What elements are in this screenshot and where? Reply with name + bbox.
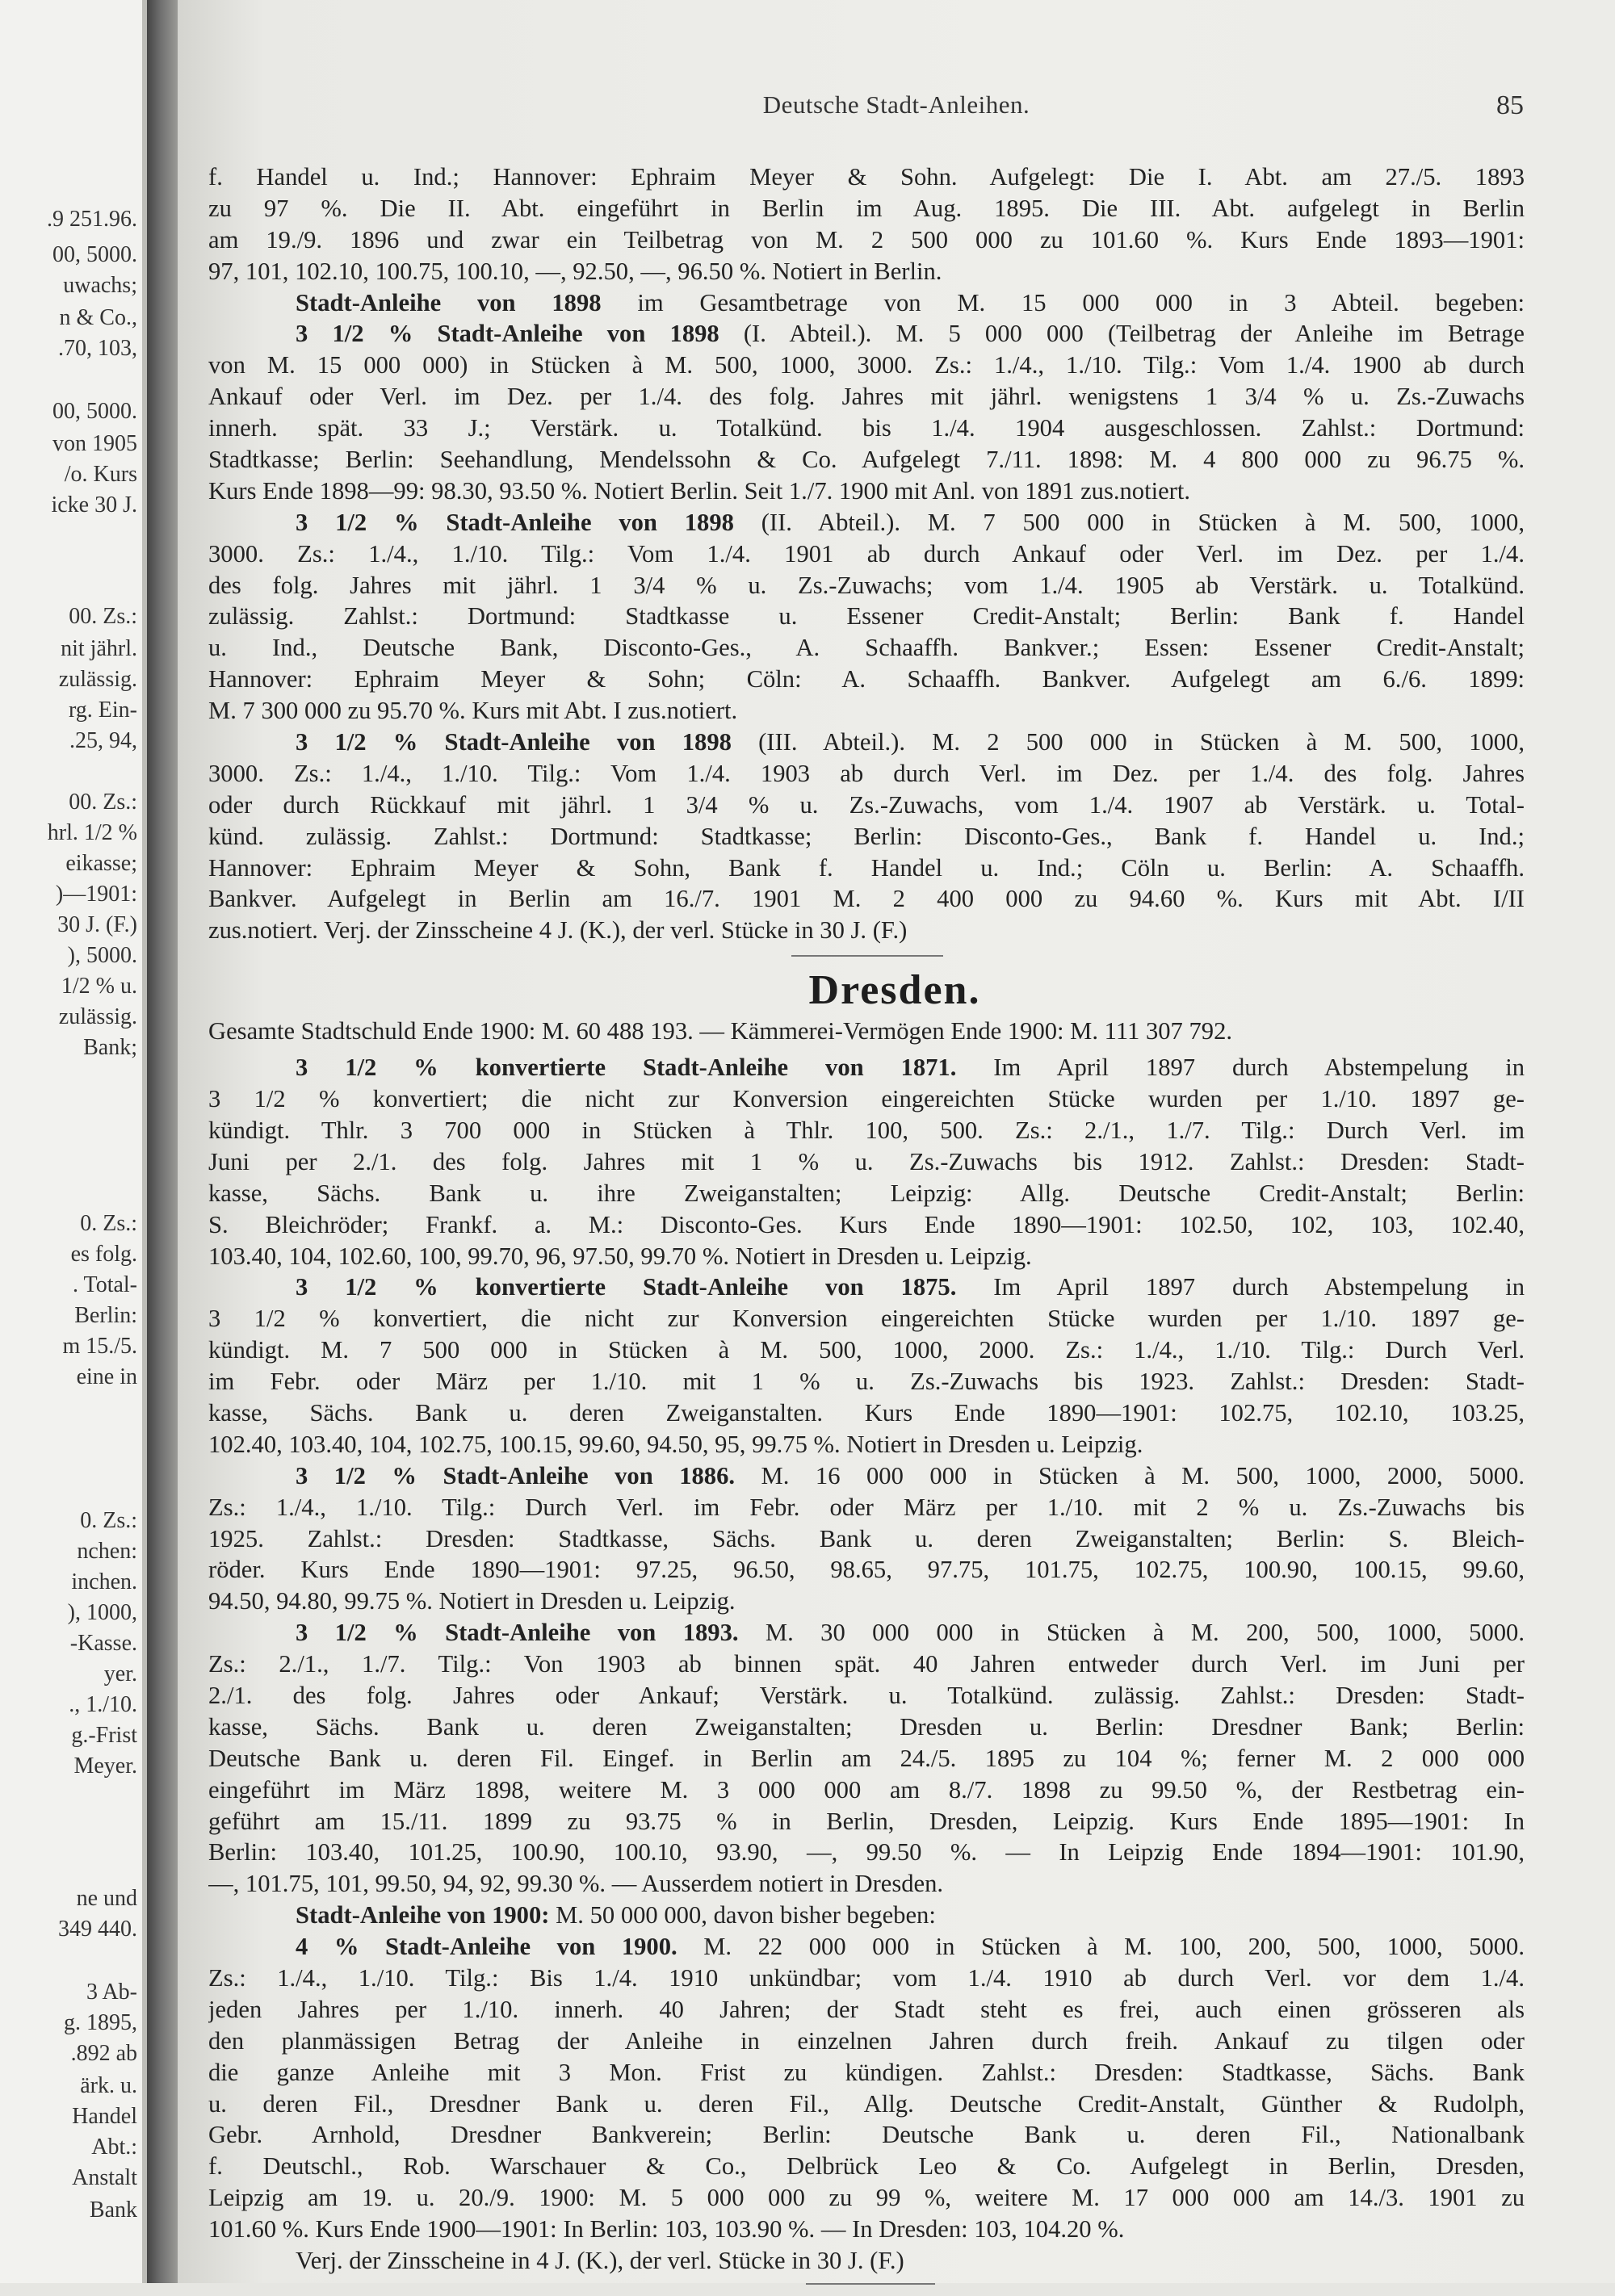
- left-fragment-line: rg. Ein-: [68, 698, 137, 723]
- line-text: Im April 1897 durch Abstempelung in: [956, 1273, 1525, 1301]
- line-text: Ankauf oder Verl. im Dez. per 1./4. des folg. Jahres mit jährl. wenigstens 1 3/4 % u. Zs.-Zuwachs: [208, 383, 1525, 411]
- text-line: [208, 883, 1525, 915]
- text-line: [208, 256, 1525, 287]
- line-text: S. Bleichröder; Frankf. a. M.: Disconto-Ges. Kurs Ende 1890—1901: 102.50, 102, 103, 102.40,: [208, 1210, 1525, 1238]
- loan-title: 3 1/2 % Stadt-Anleihe von 1898: [296, 728, 732, 756]
- left-fragment-line: Berlin:: [74, 1303, 137, 1328]
- running-head: [178, 90, 1615, 123]
- left-page-fragment: [0, 0, 142, 2283]
- left-fragment-line: Bank;: [83, 1035, 137, 1060]
- left-fragment-line: 00, 5000.: [52, 242, 137, 267]
- left-fragment-line: eine in: [76, 1364, 137, 1389]
- left-fragment-line: yer.: [103, 1661, 137, 1686]
- text-line: [208, 350, 1525, 381]
- line-text: Berlin: 103.40, 101.25, 100.90, 100.10, 93.90, —, 99.50 %. — In Leipzig Ende 1894—1901: 101.90,: [208, 1838, 1525, 1867]
- section-rule: [208, 946, 1525, 966]
- text-line: [208, 1178, 1525, 1209]
- left-fragment-line: ), 5000.: [67, 943, 137, 968]
- left-fragment-line: Anstalt: [72, 2165, 137, 2190]
- left-fragment-line: hrl. 1/2 %: [47, 820, 137, 845]
- line-text: röder. Kurs Ende 1890—1901: 97.25, 96.50, 98.65, 97.75, 101.75, 102.75, 100.90, 100.15, 99.60,: [208, 1556, 1525, 1584]
- left-fragment-line: von 1905: [52, 431, 137, 456]
- line-text: (I. Abteil.). M. 5 000 000 (Teilbetrag der Anleihe im Betrage: [719, 320, 1525, 348]
- text-line: [208, 1334, 1525, 1366]
- text-line: [208, 1554, 1525, 1586]
- text-line: [208, 664, 1525, 695]
- loan-title: 3 1/2 % konvertierte Stadt-Anleihe von 1871.: [296, 1054, 957, 1082]
- left-fragment-line: g.-Frist: [71, 1723, 137, 1748]
- line-text: des folg. Jahres mit jährl. 1 3/4 % u. Zs.-Zuwachs; vom 1./4. 1905 ab Verstärk. u. Totalkünd.: [208, 571, 1525, 599]
- text-line: [208, 538, 1525, 570]
- line-text: M. 16 000 000 in Stücken à M. 500, 1000, 2000, 5000.: [735, 1461, 1525, 1489]
- left-fragment-line: .892 ab: [70, 2041, 137, 2066]
- line-text: die ganze Anleihe mit 3 Mon. Frist zu kündigen. Zahlst.: Dresden: Stadtkasse, Sächs. Bank: [208, 2058, 1525, 2086]
- left-fragment-line: .70, 103,: [58, 336, 137, 361]
- line-text: kündigt. M. 7 500 000 in Stücken à M. 500, 1000, 2000. Zs.: 1./4., 1./10. Tilg.: Durch Verl.: [208, 1336, 1525, 1364]
- line-text: Zs.: 1./4., 1./10. Tilg.: Bis 1./4. 1910 unkündbar; vom 1./4. 1910 ab durch Verl. vor dem 1./4.: [208, 1963, 1525, 1992]
- loan-title: 3 1/2 % konvertierte Stadt-Anleihe von 1875.: [296, 1273, 957, 1301]
- line-text: 94.50, 94.80, 99.75 %. Notiert in Dresden u. Leipzig.: [208, 1587, 736, 1615]
- left-fragment-line: ., 1./10.: [69, 1692, 137, 1717]
- text-line: [208, 1743, 1525, 1774]
- text-line: [208, 2089, 1525, 2120]
- line-text: 102.40, 103.40, 104, 102.75, 100.15, 99.60, 94.50, 95, 99.75 %. Notiert in Dresden u. Leipzig.: [208, 1430, 1143, 1458]
- line-text: u. deren Fil., Dresdner Bank u. deren Fil., Allg. Deutsche Credit-Anstalt, Günther & Rudolph,: [208, 2089, 1525, 2118]
- text-line: [208, 853, 1525, 884]
- text-line: [208, 1115, 1525, 1146]
- text-line: [208, 1586, 1525, 1617]
- text-line: [208, 1868, 1525, 1900]
- entry-heading-line: [208, 1931, 1525, 1963]
- left-fragment-line: ne und: [76, 1886, 137, 1911]
- line-text: 103.40, 104, 102.60, 100, 99.70, 96, 97.50, 99.70 %. Notiert in Dresden u. Leipzig.: [208, 1242, 1032, 1270]
- text-line: [208, 2245, 1525, 2277]
- text-line: [208, 224, 1525, 256]
- text-line: [208, 1209, 1525, 1241]
- line-text: 3 1/2 % konvertiert; die nicht zur Konversion eingereichten Stücke wurden per 1./10. 1897 ge-: [208, 1085, 1525, 1113]
- left-fragment-line: )—1901:: [55, 882, 137, 907]
- line-text: Hannover: Ephraim Meyer & Sohn; Cöln: A. Schaaffh. Bankver. Aufgelegt am 6./6. 1899:: [208, 665, 1525, 693]
- left-fragment-line: es folg.: [70, 1242, 137, 1267]
- text-line: [208, 1994, 1525, 2026]
- left-fragment-line: Meyer.: [73, 1753, 137, 1779]
- line-text: kasse, Sächs. Bank u. deren Zweiganstalten. Kurs Ende 1890—1901: 102.75, 102.10, 103.25,: [208, 1398, 1525, 1427]
- left-fragment-line: .25, 94,: [69, 728, 137, 753]
- entry-heading-line: [208, 1272, 1525, 1303]
- text-line: [208, 1429, 1525, 1460]
- left-fragment-line: 00, 5000.: [52, 399, 137, 424]
- end-rule: [208, 2277, 1525, 2296]
- line-text: kasse, Sächs. Bank u. ihre Zweiganstalten; Leipzig: Allg. Deutsche Credit-Anstalt; Berlin:: [208, 1179, 1525, 1207]
- left-fragment-line: zulässig.: [58, 667, 137, 692]
- line-text: M. 50 000 000, davon bisher begeben:: [549, 1901, 936, 1929]
- left-fragment-line: 00. Zs.:: [69, 604, 137, 629]
- loan-title: 3 1/2 % Stadt-Anleihe von 1898: [296, 320, 719, 348]
- left-fragment-line: 00. Zs.:: [69, 790, 137, 815]
- loan-title: 3 1/2 % Stadt-Anleihe von 1893.: [296, 1619, 739, 1647]
- text-line: [208, 1366, 1525, 1397]
- line-text: im Febr. oder März per 1./10. mit 1 % u. Zs.-Zuwachs bis 1923. Zahlst.: Dresden: Stadt-: [208, 1368, 1525, 1396]
- city-heading: Dresden.: [808, 967, 981, 1014]
- line-text: oder durch Rückkauf mit jährl. 1 3/4 % u. Zs.-Zuwachs, vom 1./4. 1907 ab Verstärk. u. Total-: [208, 790, 1525, 819]
- line-text: Juni per 2./1. des folg. Jahres mit 1 % u. Zs.-Zuwachs bis 1912. Zahlst.: Dresden: Stadt-: [208, 1147, 1525, 1175]
- line-text: 2./1. des folg. Jahres oder Ankauf; Verstärk. u. Totalkünd. zulässig. Zahlst.: Dresden: Stadt-: [208, 1681, 1525, 1709]
- line-text: eingeführt im März 1898, weitere M. 3 000 000 am 8./7. 1898 zu 99.50 %, der Restbetrag ein-: [208, 1775, 1525, 1804]
- line-text: M. 30 000 000 in Stücken à M. 200, 500, 1000, 5000.: [738, 1619, 1525, 1647]
- text-line: [208, 758, 1525, 790]
- page-number: 85: [1496, 90, 1524, 120]
- line-text: den planmässigen Betrag der Anleihe in einzelnen Jahren durch freih. Ankauf zu tilgen oder: [208, 2026, 1525, 2055]
- text-line: [208, 1712, 1525, 1743]
- city-summary: Gesamte Stadtschuld Ende 1900: M. 60 488 193. — Kämmerei-Vermögen Ende 1900: M. 111 307 792.: [208, 1017, 1233, 1045]
- text-line: [208, 1837, 1525, 1868]
- left-fragment-line: m 15./5.: [62, 1334, 137, 1359]
- line-text: u. Ind., Deutsche Bank, Disconto-Ges., A. Schaaffh. Bankver.; Essen: Essener Credit-Anstalt;: [208, 634, 1525, 662]
- line-text: 1925. Zahlst.: Dresden: Stadtkasse, Sächs. Bank u. deren Zweiganstalten; Berlin: S. Bleich-: [208, 1524, 1525, 1552]
- line-text: Zs.: 1./4., 1./10. Tilg.: Durch Verl. im Febr. oder März per 1./10. mit 2 % u. Zs.-Zuwachs bis: [208, 1493, 1525, 1521]
- left-fragment-line: icke 30 J.: [51, 492, 137, 517]
- book-page: [178, 0, 1615, 2283]
- left-fragment-line: g. 1895,: [64, 2010, 137, 2035]
- line-text: im Gesamtbetrage von M. 15 000 000 in 3 Abteil. begeben:: [601, 288, 1525, 316]
- left-fragment-line: nchen:: [77, 1539, 137, 1564]
- line-text: künd. zulässig. Zahlst.: Dortmund: Stadtkasse; Berlin: Disconto-Ges., Bank f. Handel u. Ind.;: [208, 822, 1525, 850]
- line-text: Im April 1897 durch Abstempelung in: [956, 1054, 1525, 1082]
- text-line: [208, 632, 1525, 664]
- text-line: [208, 1397, 1525, 1429]
- line-text: 3 1/2 % konvertiert, die nicht zur Konversion eingereichten Stücke wurden per 1./10. 1897 ge-: [208, 1305, 1525, 1333]
- line-text: Hannover: Ephraim Meyer & Sohn, Bank f. Handel u. Ind.; Cöln u. Berlin: A. Schaaffh.: [208, 853, 1525, 882]
- left-fragment-line: 3 Ab-: [86, 1980, 137, 2005]
- line-text: Zs.: 2./1., 1./7. Tilg.: Von 1903 ab binnen spät. 40 Jahren entweder durch Verl. im Juni per: [208, 1650, 1525, 1678]
- text-line: [208, 2182, 1525, 2214]
- section-dresden: [208, 1052, 1525, 2277]
- text-line: [208, 1649, 1525, 1680]
- entry-heading-line: [208, 1617, 1525, 1649]
- line-text: kündigt. Thlr. 3 700 000 in Stücken à Thlr. 100, 500. Zs.: 2./1., 1./7. Tilg.: Durch Verl. im: [208, 1116, 1525, 1144]
- left-fragment-line: ärk. u.: [80, 2073, 137, 2098]
- entry-heading-line: [208, 507, 1525, 538]
- loan-title: Stadt-Anleihe von 1900:: [296, 1901, 550, 1929]
- line-text: Stadtkasse; Berlin: Seehandlung, Mendelssohn & Co. Aufgelegt 7./11. 1898: M. 4 800 000 zu 96.75 %.: [208, 446, 1525, 474]
- text-line: [208, 1680, 1525, 1712]
- line-text: Leipzig am 19. u. 20./9. 1900: M. 5 000 000 zu 99 %, weitere M. 17 000 000 am 14./3. 1901 zu: [208, 2184, 1525, 2212]
- left-fragment-line: 1/2 % u.: [61, 974, 137, 999]
- left-fragment-line: nit jährl.: [61, 636, 137, 661]
- page-body: [208, 161, 1525, 2296]
- text-line: [208, 1303, 1525, 1334]
- left-fragment-line: 0. Zs.:: [80, 1211, 137, 1236]
- left-fragment-line: Bank: [89, 2198, 137, 2223]
- entry-heading-line: [208, 287, 1525, 319]
- text-line: [208, 2057, 1525, 2089]
- line-text: (III. Abteil.). M. 2 500 000 in Stücken à M. 500, 1000,: [731, 728, 1525, 756]
- line-text: Kurs Ende 1898—99: 98.30, 93.50 %. Notiert Berlin. Seit 1./7. 1900 mit Anl. von 1891 zus.notiert.: [208, 476, 1191, 505]
- left-fragment-line: eikasse;: [65, 851, 137, 876]
- text-line: [208, 413, 1525, 444]
- text-line: [208, 1806, 1525, 1837]
- left-fragment-line: Handel: [72, 2104, 137, 2129]
- text-line: [208, 2214, 1525, 2245]
- book-spine: [147, 0, 178, 2283]
- line-text: zulässig. Zahlst.: Dortmund: Stadtkasse u. Essener Credit-Anstalt; Berlin: Bank f. Handel: [208, 602, 1525, 631]
- line-text: f. Deutschl., Rob. Warschauer & Co., Delbrück Leo & Co. Aufgelegt in Berlin, Dresden,: [208, 2152, 1525, 2181]
- line-text: —, 101.75, 101, 99.50, 94, 92, 99.30 %. — Ausserdem notiert in Dresden.: [208, 1870, 944, 1898]
- left-fragment-line: .9 251.96.: [47, 207, 137, 232]
- text-line: [208, 695, 1525, 727]
- loan-title: 3 1/2 % Stadt-Anleihe von 1886.: [296, 1461, 736, 1489]
- entry-heading-line: [208, 1460, 1525, 1492]
- line-text: kasse, Sächs. Bank u. deren Zweiganstalten; Dresden u. Berlin: Dresdner Bank; Berlin:: [208, 1712, 1525, 1741]
- loan-title: Stadt-Anleihe von 1898: [296, 288, 602, 316]
- text-line: [208, 2151, 1525, 2182]
- text-line: [208, 1523, 1525, 1555]
- line-text: zus.notiert. Verj. der Zinsscheine 4 J. (K.), der verl. Stücke in 30 J. (F.): [208, 916, 908, 945]
- text-line: [208, 1774, 1525, 1806]
- text-line: [208, 1083, 1525, 1115]
- left-fragment-line: inchen.: [71, 1569, 137, 1594]
- line-text: innerh. spät. 33 J.; Verstärk. u. Totalkünd. bis 1./4. 1904 ausgeschlossen. Zahlst.: Dortmund:: [208, 414, 1525, 442]
- line-text: 97, 101, 102.10, 100.75, 100.10, —, 92.50, —, 96.50 %. Notiert in Berlin.: [208, 257, 942, 285]
- left-fragment-line: zulässig.: [58, 1004, 137, 1029]
- running-title: Deutsche Stadt-Anleihen.: [762, 90, 1030, 119]
- text-line: [208, 821, 1525, 853]
- left-fragment-line: . Total-: [73, 1272, 137, 1297]
- line-text: Bankver. Aufgelegt in Berlin am 16./7. 1901 M. 2 400 000 zu 94.60 %. Kurs mit Abt. I/II: [208, 885, 1525, 913]
- line-text: zu 97 %. Die II. Abt. eingeführt in Berlin im Aug. 1895. Die III. Abt. aufgelegt in Berlin: [208, 194, 1525, 222]
- left-fragment-line: 349 440.: [58, 1917, 137, 1942]
- text-line: [208, 915, 1525, 946]
- line-text: von M. 15 000 000) in Stücken à M. 500, 1000, 3000. Zs.: 1./4., 1./10. Tilg.: Vom 1./4. 1900 ab durch: [208, 351, 1525, 379]
- entry-heading-line: [208, 1900, 1525, 1931]
- line-text: Deutsche Bank u. deren Fil. Eingef. in Berlin am 24./5. 1895 zu 104 %; ferner M. 2 000 000: [208, 1744, 1525, 1772]
- text-line: [208, 2026, 1525, 2057]
- section-dortmund-continuation: [208, 161, 1525, 946]
- text-line: [208, 1241, 1525, 1272]
- left-fragment-line: Abt.:: [91, 2135, 137, 2160]
- line-text: 3000. Zs.: 1./4., 1./10. Tilg.: Vom 1./4. 1903 ab durch Verl. im Dez. per 1./4. des folg. Jahres: [208, 759, 1525, 787]
- line-text: M. 7 300 000 zu 95.70 %. Kurs mit Abt. I zus.notiert.: [208, 697, 738, 725]
- entry-heading-line: [208, 727, 1525, 758]
- left-fragment-line: uwachs;: [63, 273, 137, 298]
- line-text: am 19./9. 1896 und zwar ein Teilbetrag von M. 2 500 000 zu 101.60 %. Kurs Ende 1893—1901:: [208, 225, 1525, 253]
- line-text: 3000. Zs.: 1./4., 1./10. Tilg.: Vom 1./4. 1901 ab durch Ankauf oder Verl. im Dez. per 1./4.: [208, 539, 1525, 568]
- line-text: jeden Jahres per 1./10. innerh. 40 Jahren; der Stadt steht es frei, auch einen grösseren als: [208, 1995, 1525, 2023]
- text-line: [208, 444, 1525, 476]
- left-fragment-line: -Kasse.: [69, 1631, 137, 1656]
- text-line: [208, 161, 1525, 193]
- text-line: [208, 790, 1525, 821]
- text-line: [208, 381, 1525, 413]
- loan-title: 3 1/2 % Stadt-Anleihe von 1898: [296, 508, 734, 536]
- left-fragment-line: /o. Kurs: [64, 462, 137, 487]
- line-text: Gebr. Arnhold, Dresdner Bankverein; Berlin: Deutsche Bank u. deren Fil., Nationalbank: [208, 2121, 1525, 2149]
- line-text: M. 22 000 000 in Stücken à M. 100, 200, 500, 1000, 5000.: [677, 1933, 1525, 1961]
- left-fragment-line: 0. Zs.:: [80, 1508, 137, 1533]
- left-fragment-line: n & Co.,: [59, 305, 137, 330]
- line-text: (II. Abteil.). M. 7 500 000 in Stücken à M. 500, 1000,: [733, 508, 1525, 536]
- line-text: 101.60 %. Kurs Ende 1900—1901: In Berlin: 103, 103.90 %. — In Dresden: 103, 104.20 %.: [208, 2215, 1125, 2244]
- left-fragment-line: 30 J. (F.): [57, 912, 137, 937]
- loan-title: 4 % Stadt-Anleihe von 1900.: [296, 1933, 677, 1961]
- text-line: [208, 2119, 1525, 2151]
- text-line: [208, 193, 1525, 224]
- text-line: [208, 1492, 1525, 1523]
- text-line: [208, 601, 1525, 632]
- entry-heading-line: [208, 1052, 1525, 1083]
- line-text: f. Handel u. Ind.; Hannover: Ephraim Meyer & Sohn. Aufgelegt: Die I. Abt. am 27./5. 1893: [208, 163, 1525, 191]
- text-line: [208, 476, 1525, 507]
- left-fragment-line: ), 1000,: [67, 1600, 137, 1625]
- line-text: Verj. der Zinsscheine in 4 J. (K.), der verl. Stücke in 30 J. (F.): [296, 2247, 904, 2274]
- line-text: geführt am 15./11. 1899 zu 93.75 % in Berlin, Dresden, Leipzig. Kurs Ende 1895—1901: In: [208, 1807, 1525, 1835]
- text-line: [208, 570, 1525, 601]
- entry-heading-line: [208, 318, 1525, 350]
- text-line: [208, 1146, 1525, 1178]
- text-line: [208, 1963, 1525, 1994]
